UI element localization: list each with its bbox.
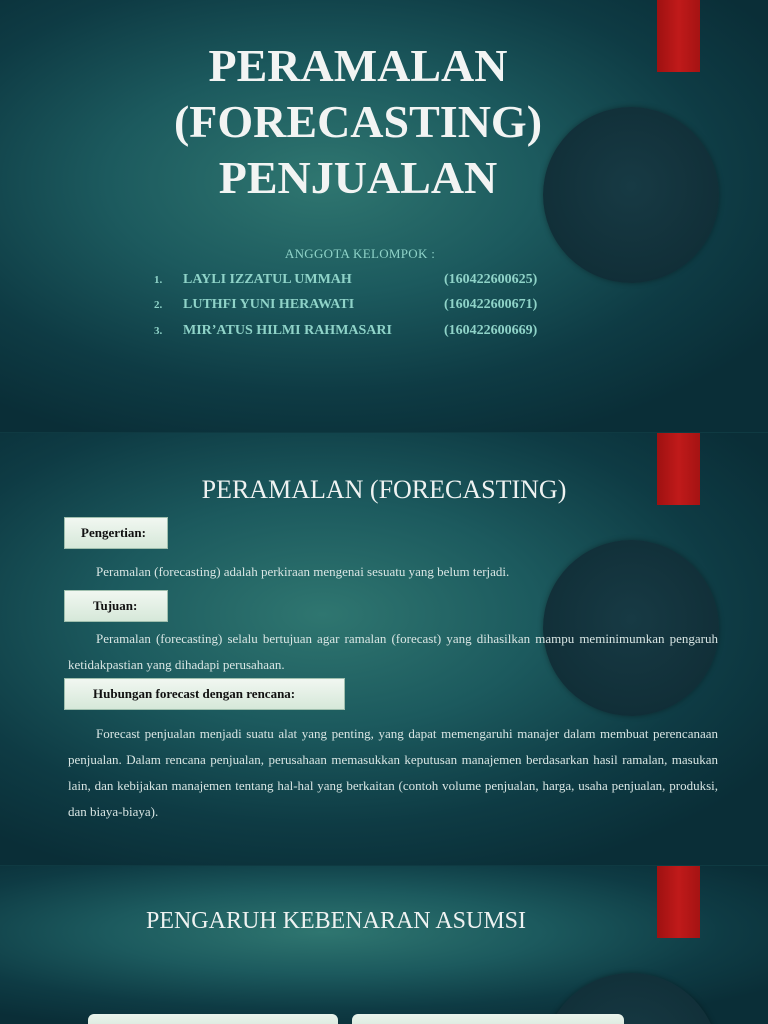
member-name: MIR’ATUS HILMI RAHMASARI [183,323,392,338]
text-hubungan: Forecast penjualan menjadi suatu alat yang penting, yang dapat memengaruhi manajer dalam membuat perencanaan penjualan. Dalam rencana penjualan, perusahaan memasukkan keputusan manajemen berdasarkan hasil ramalan, masukan lain, dan kebijakan manajemen tentang hal-hal yang berkaitan (contoh volume penjualan, harga, usaha penjualan, produksi, dan biaya-biaya). [68,726,718,819]
label-tujuan: Tujuan: [64,590,168,622]
label-hubungan: Hubungan forecast dengan rencana: [64,678,345,710]
text-tujuan: Peramalan (forecasting) selalu bertujuan agar ramalan (forecast) yang dihasilkan mampu meminimumkan pengaruh ketidakpastian yang dihadapi perusahaan. [68,631,718,672]
slide-forecasting [0,433,768,865]
slide-title [0,0,768,432]
red-accent-bar [657,866,700,938]
member-number: 3. [154,325,163,337]
slide-heading: PERAMALAN (FORECASTING) [201,475,567,504]
member-id: (160422600671) [444,297,538,312]
slide-asumsi [0,866,768,1024]
label-pengertian: Pengertian: [64,517,168,549]
member-row [0,272,768,292]
text-pengertian: Peramalan (forecasting) adalah perkiraan mengenai sesuatu yang belum terjadi. [96,564,510,579]
content-box-left [88,1014,338,1024]
member-id: (160422600625) [444,272,538,287]
red-accent-bar [657,0,700,72]
member-name: LAYLI IZZATUL UMMAH [183,272,352,287]
content-box-right [352,1014,624,1024]
slide-heading: PENGARUH KEBENARAN ASUMSI [145,908,527,934]
member-number: 1. [154,274,163,286]
members-heading: ANGGOTA KELOMPOK : [284,246,436,261]
title-line-1: PERAMALAN [208,40,508,91]
member-row [0,297,768,317]
title-line-3: PENJUALAN [218,152,498,203]
presentation-title [100,38,616,206]
member-id: (160422600669) [444,323,538,338]
title-line-2: (FORECASTING) [173,96,543,147]
member-row [0,323,768,343]
member-name: LUTHFI YUNI HERAWATI [183,297,355,312]
member-number: 2. [154,299,163,311]
